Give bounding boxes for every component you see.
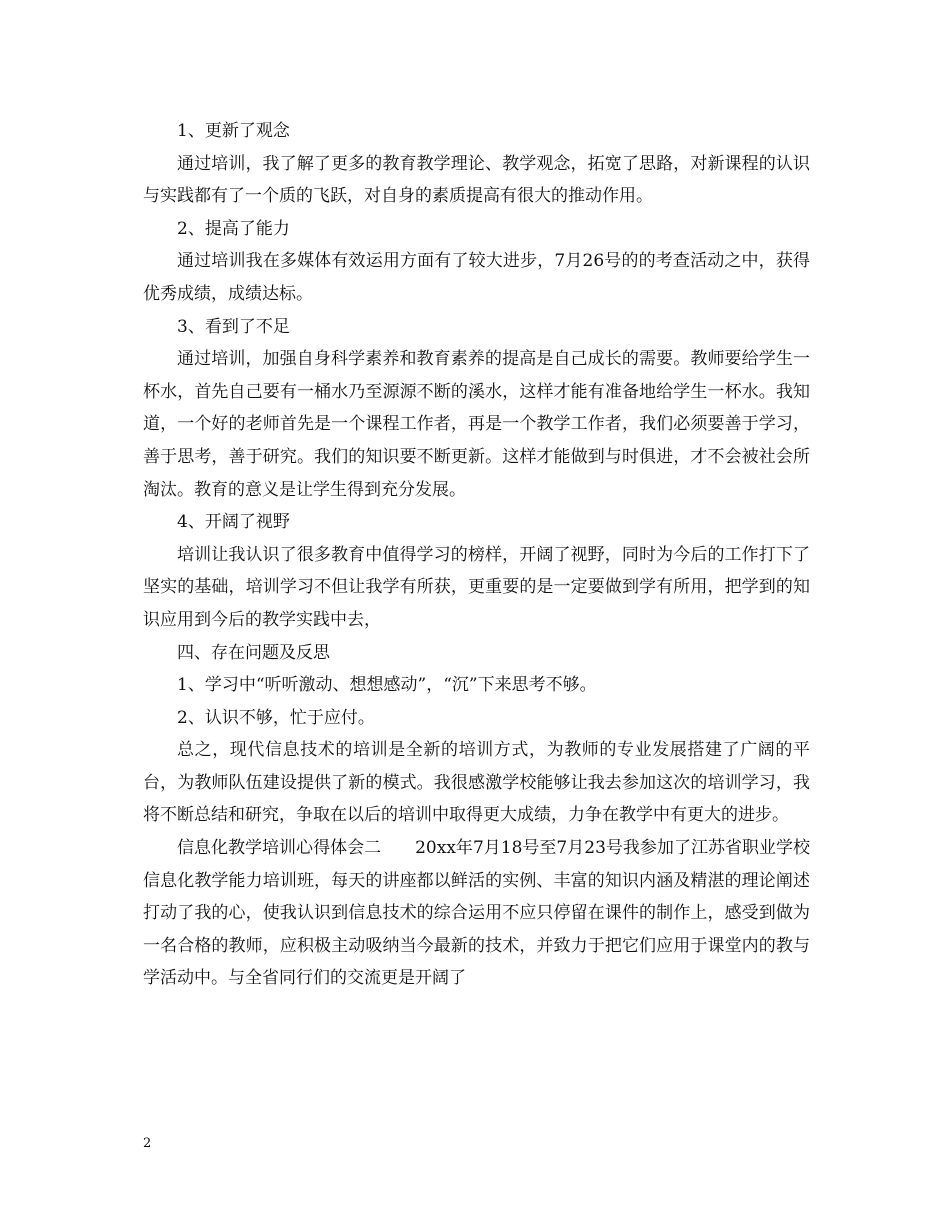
paragraph-improved-ability: 通过培训我在多媒体有效运用方面有了较大进步，7月26号的的考查活动之中，获得优秀成绩，成绩达标。: [143, 251, 810, 304]
page-number: 2: [143, 1136, 152, 1151]
paragraph-summary: 总之，现代信息技术的培训是全新的培训方式，为教师的专业发展搭建了广阔的平台，为教师队伍建设提供了新的模式。我很感激学校能够让我去参加这次的培训学习，我将不断总结和研究，争取在以后的培训中取得更大成绩，力争在教学中有更大的进步。: [143, 740, 810, 826]
paragraph-problem-1: 1、学习中“听听激动、想想感动”，“沉”下来思考不够。: [177, 675, 597, 696]
heading-problems-reflection: 四、存在问题及反思: [177, 642, 330, 663]
heading-broadened-horizon: 4、开阔了视野: [177, 512, 290, 533]
paragraph-updated-concept: 通过培训，我了解了更多的教育教学理论、教学观念，拓宽了思路，对新课程的认识与实践都有了一个质的飞跃，对自身的素质提高有很大的推动作用。: [143, 153, 810, 207]
paragraph-experience-two: 信息化教学培训心得体会二 20xx年7月18号至7月23号我参加了江苏省职业学校信息化教学能力培训班，每天的讲座都以鲜活的实例、丰富的知识内涵及精湛的理论阐述打动了我的心，使我认识到信息技术的综合运用不应只停留在课件的制作上，感受到做为一名合格的教师，应积极主动吸纳当今最新的技术，并致力于把它们应用于课堂内的教与学活动中。与全省同行们的交流更是开阔了: [143, 838, 810, 989]
heading-saw-shortcomings: 3、看到了不足: [177, 316, 290, 337]
paragraph-broadened-horizon: 培训让我认识了很多教育中值得学习的榜样，开阔了视野，同时为今后的工作打下了坚实的基础，培训学习不但让我学有所获，更重要的是一定要做到学有所用，把学到的知识应用到今后的教学实践中去，: [143, 544, 810, 630]
paragraph-saw-shortcomings: 通过培训，加强自身科学素养和教育素养的提高是自己成长的需要。教师要给学生一杯水，首先自己要有一桶水乃至源源不断的溪水，这样才能有准备地给学生一杯水。我知道，一个好的老师首先是一个课程工作者，再是一个教学工作者，我们必须要善于学习，善于思考，善于研究。我们的知识要不断更新。这样才能做到与时俱进，才不会被社会所淘汰。教育的意义是让学生得到充分发展。: [143, 349, 810, 500]
heading-improved-ability: 2、提高了能力: [177, 218, 290, 239]
document-body: [143, 115, 810, 995]
paragraph-problem-2: 2、认识不够，忙于应付。: [177, 707, 375, 728]
heading-updated-concept: 1、更新了观念: [177, 121, 290, 141]
